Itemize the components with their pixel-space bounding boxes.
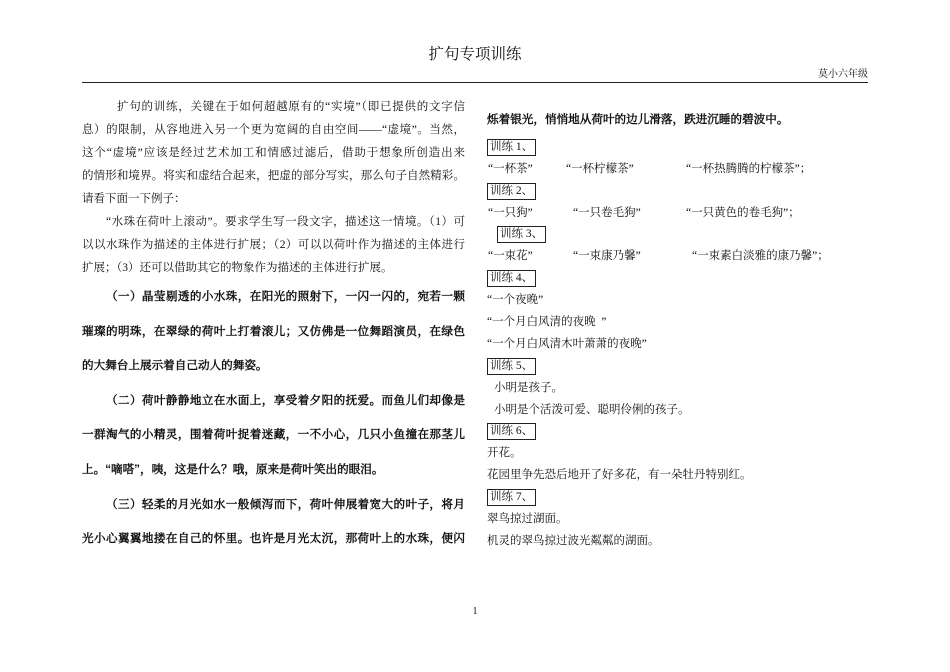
training-option: “一杯热腾腾的柠檬茶”； xyxy=(686,162,812,175)
training-label: 训练 7、 xyxy=(487,489,536,506)
training-sentence: 机灵的翠鸟掠过波光粼粼的湖面。 xyxy=(487,535,660,548)
example-line: （三）轻柔的月光如水一般倾泻而下，荷叶伸展着宽大的叶子，将月 xyxy=(106,497,465,511)
training-label: 训练 2、 xyxy=(487,183,536,200)
intro-paragraph-1 xyxy=(82,96,465,211)
training-sentence: 小明是个活泼可爱、聪明伶俐的孩子。 xyxy=(494,403,690,416)
example-paragraph-3 xyxy=(82,488,465,557)
example-line: 一群淘气的小精灵，围着荷叶捉着迷藏，一不小心，几只小鱼撞在那茎儿 xyxy=(82,428,465,442)
intro-line: 请看下面一下例子： xyxy=(82,193,186,205)
example-paragraph-1 xyxy=(82,280,465,384)
example-line: 上。“嘀嗒”，咦，这是什么？哦，原来是荷叶笑出的眼泪。 xyxy=(82,462,384,476)
training-option: “一束花” xyxy=(488,250,533,263)
training-option: “一只黄色的卷毛狗”； xyxy=(686,206,800,219)
training-header xyxy=(487,181,868,203)
training-sentence: “一个月白风清木叶萧萧的夜晚” xyxy=(487,338,647,351)
training-sentence: 小明是孩子。 xyxy=(494,381,563,394)
training-label: 训练 4、 xyxy=(487,270,536,287)
intro-line: 息）的限制，从容地进入另一个更为宽阔的自由空间——“虚境”。当然， xyxy=(82,124,465,136)
example-line: 烁着银光，悄悄地从荷叶的边儿滑落，跌进沉睡的碧波中。 xyxy=(487,113,789,126)
training-sentence: 开花。 xyxy=(487,447,522,460)
training-header xyxy=(487,268,868,290)
intro-line: “水珠在荷叶上滚动”。要求学生写一段文字，描述这一情境。（1）可 xyxy=(106,216,465,228)
training-sentence: “一个夜晚” xyxy=(487,294,544,307)
training-sentence: 花园里争先恐后地开了好多花，有一朵牡丹特别红。 xyxy=(487,469,752,482)
training-label: 训练 1、 xyxy=(487,139,536,156)
header-rule xyxy=(82,82,868,83)
training-option: “一束素白淡雅的康乃馨”； xyxy=(692,250,829,263)
training-option: “一只狗” xyxy=(488,206,533,219)
training-header xyxy=(487,225,868,247)
training-section xyxy=(487,137,868,553)
training-options-row xyxy=(487,246,868,268)
training-label: 训练 5、 xyxy=(487,358,536,375)
training-option: “一只卷毛狗” xyxy=(573,206,641,219)
page-title: 扩句专项训练 xyxy=(428,46,522,63)
example-line: 璀璨的明珠，在翠绿的荷叶上打着滚儿；又仿佛是一位舞蹈演员，在绿色 xyxy=(82,324,465,338)
intro-line: 扩展；（3）还可以借助其它的物象作为描述的主体进行扩展。 xyxy=(82,262,393,274)
intro-line: 的情形和境界。将实和虚结合起来，把虚的部分写实，那么句子自然精彩。 xyxy=(82,170,465,182)
intro-line: 这个“虚境”应该是经过艺术加工和情感过滤后，借助于想象所创造出来 xyxy=(82,147,465,159)
training-sentence: “一个月白风清的夜晚 ” xyxy=(487,316,607,329)
example-line: （一）晶莹剔透的小水珠，在阳光的照射下，一闪一闪的，宛若一颗 xyxy=(106,290,465,303)
example-line: 的大舞台上展示着自己动人的舞姿。 xyxy=(82,359,268,373)
training-option: “一杯柠檬茶” xyxy=(566,162,634,175)
training-options-row xyxy=(487,203,868,225)
intro-paragraph-2 xyxy=(82,211,465,280)
training-sentence: 翠鸟掠过湖面。 xyxy=(487,513,568,526)
training-header xyxy=(487,422,868,444)
example-line: （二）荷叶静静地立在水面上，享受着夕阳的抚爱。而鱼儿们却像是 xyxy=(106,393,465,407)
training-label: 训练 3、 xyxy=(497,226,546,243)
training-option: “一束康乃馨” xyxy=(573,250,641,263)
training-options-row xyxy=(487,159,868,181)
intro-line: 以以水珠作为描述的主体进行扩展；（2）可以以荷叶作为描述的主体进行 xyxy=(82,239,465,251)
training-label: 训练 6、 xyxy=(487,423,536,440)
example-line: 光小心翼翼地搂在自己的怀里。也许是月光太沉，那荷叶上的水珠，便闪 xyxy=(82,532,465,546)
intro-section xyxy=(82,96,465,280)
intro-line: 扩句的训练，关键在于如何超越原有的“实境”（即已提供的文字信 xyxy=(117,101,465,113)
grade-label: 莫小六年级 xyxy=(818,69,868,80)
example-paragraph-2 xyxy=(82,384,465,488)
training-header xyxy=(487,356,868,378)
page-number: 1 xyxy=(472,606,478,617)
training-header xyxy=(487,137,868,159)
training-option: “一杯茶” xyxy=(488,162,533,175)
training-header xyxy=(487,487,868,509)
examples-section xyxy=(82,280,465,557)
